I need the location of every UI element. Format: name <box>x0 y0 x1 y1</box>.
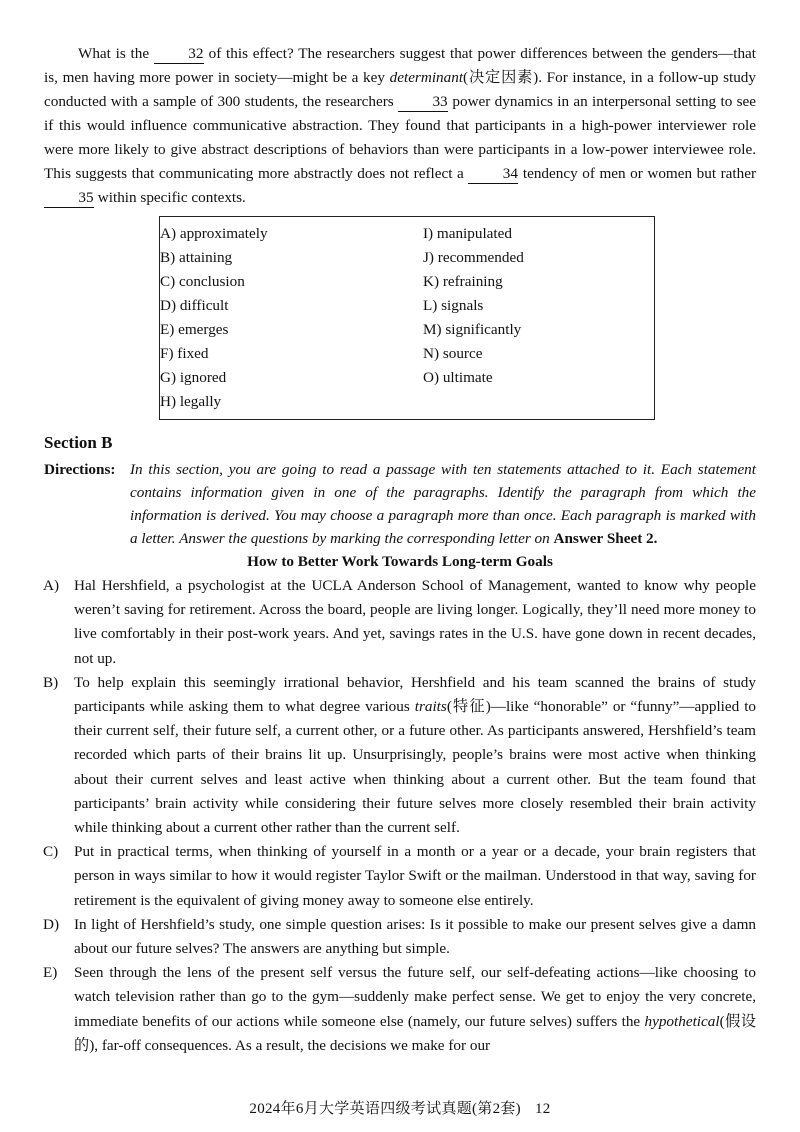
word-bank-right-column <box>423 222 654 414</box>
paragraph-letter: B) <box>43 673 59 691</box>
paragraph-text: To help explain this seemingly irrational behavior, Hershfield and his team scanned the brains of study participants while asking them to what degree various traits(特征)—like “honorable” or “funny”—applied to their current self, their future self, a current other, or a future other. As participants answered, Hershfield’s team recorded which parts of their brains lit up. Unsurprisingly, people’s brains were most active when thinking about their current selves and least active when thinking about a current other. But the team found that participants’ brain activity while considering their future selves more closely resembled their brain activity while thinking about a current other rather than the current self. <box>74 673 757 837</box>
paragraph-letter: C) <box>43 843 59 861</box>
paragraph-letter: E) <box>43 964 58 982</box>
word-option: B) attaining <box>160 249 233 266</box>
cloze-paragraph: What is the 32 of this effect? The researchers suggest that power differences between the genders—that is, men having more power in society—might be a key determinant(决定因素). For instance, in a follow-up study conducted with a sample of 300 students, the researchers 33 power dynamics in an interpersonal setting to see if this would influence communicative abstraction. They found that participants in a high-power interviewer role were more likely to give abstract descriptions of behaviors than were participants in a low-power interviewee role. This suggests that communicating more abstractly does not reflect a 34 tendency of men or women but rather 35 within specific contexts. <box>44 45 757 206</box>
paragraph-letter: D) <box>43 915 60 933</box>
footer-title: 2024年6月大学英语四级考试真题(第2套) <box>249 1101 521 1117</box>
paragraph-e <box>44 961 756 1058</box>
blank-33: 33 <box>398 93 448 112</box>
word-bank-left-column <box>160 222 423 414</box>
paragraph-c <box>44 840 756 913</box>
blank-32: 32 <box>154 45 204 64</box>
word-option: I) manipulated <box>423 225 512 242</box>
word-option: L) signals <box>423 297 484 314</box>
page-number: 12 <box>534 1101 551 1117</box>
section-title: Section B <box>44 433 113 452</box>
directions <box>44 458 756 550</box>
exam-page <box>44 42 756 1058</box>
word-option: O) ultimate <box>423 369 493 386</box>
word-option: E) emerges <box>160 321 229 338</box>
paragraph-b <box>44 671 756 840</box>
paragraph-text: Put in practical terms, when thinking of yourself in a month or a year or a decade, your brain registers that person in ways similar to how it would register Taylor Swift or the mailman. Understood in that way, saving for retirement is the equivalent of giving money away to someone else entirely. <box>74 843 756 909</box>
paragraph-text: In light of Hershfield’s study, one simple question arises: Is it possible to make our present selves give a damn about our future selves? The answers are anything but simple. <box>74 915 756 958</box>
word-option: N) source <box>423 345 483 362</box>
paragraph-letter: A) <box>43 577 60 594</box>
paragraph-text: Hal Hershfield, a psychologist at the UCLA Anderson School of Management, wanted to know why people weren’t saving for retirement. Across the board, people are living longer. Logically, they’ll need more money to live comfortably in their post-work years. And yet, savings rates in the U.S. have gone down in recent decades, not up. <box>74 577 756 667</box>
word-option: G) ignored <box>160 369 227 386</box>
paragraph-text: Seen through the lens of the present self versus the future self, our self-defeating actions—like choosing to watch television rather than go to the gym—suddenly make perfect sense. We get to enjoy the very concrete, immediate benefits of our actions while someone else (namely, our future selves) suffers the hypothetical(假设的), far-off consequences. As a result, the decisions we make for our <box>74 964 757 1054</box>
word-option: H) legally <box>160 393 222 410</box>
paragraph-d <box>44 913 756 961</box>
passage-title: How to Better Work Towards Long-term Goals <box>247 553 553 570</box>
word-option: M) significantly <box>423 321 522 338</box>
directions-text: In this section, you are going to read a passage with ten statements attached to it. Each statement contains information given in one of the paragraphs. Identify the paragraph from which the information is derived. You may choose a paragraph more than once. Each paragraph is marked with a letter. Answer the questions by marking the corresponding letter on Answer Sheet 2. <box>130 461 756 547</box>
paragraph-a <box>44 574 756 671</box>
word-option: D) difficult <box>160 297 229 314</box>
word-option: J) recommended <box>423 249 524 266</box>
page-footer <box>0 1097 800 1121</box>
word-option: F) fixed <box>160 345 209 362</box>
word-option: K) refraining <box>423 273 503 290</box>
directions-label: Directions: <box>44 461 116 478</box>
blank-34: 34 <box>468 165 518 184</box>
word-option: C) conclusion <box>160 273 245 290</box>
word-option: A) approximately <box>160 225 268 242</box>
blank-35: 35 <box>44 189 94 208</box>
word-bank-box <box>159 216 655 420</box>
